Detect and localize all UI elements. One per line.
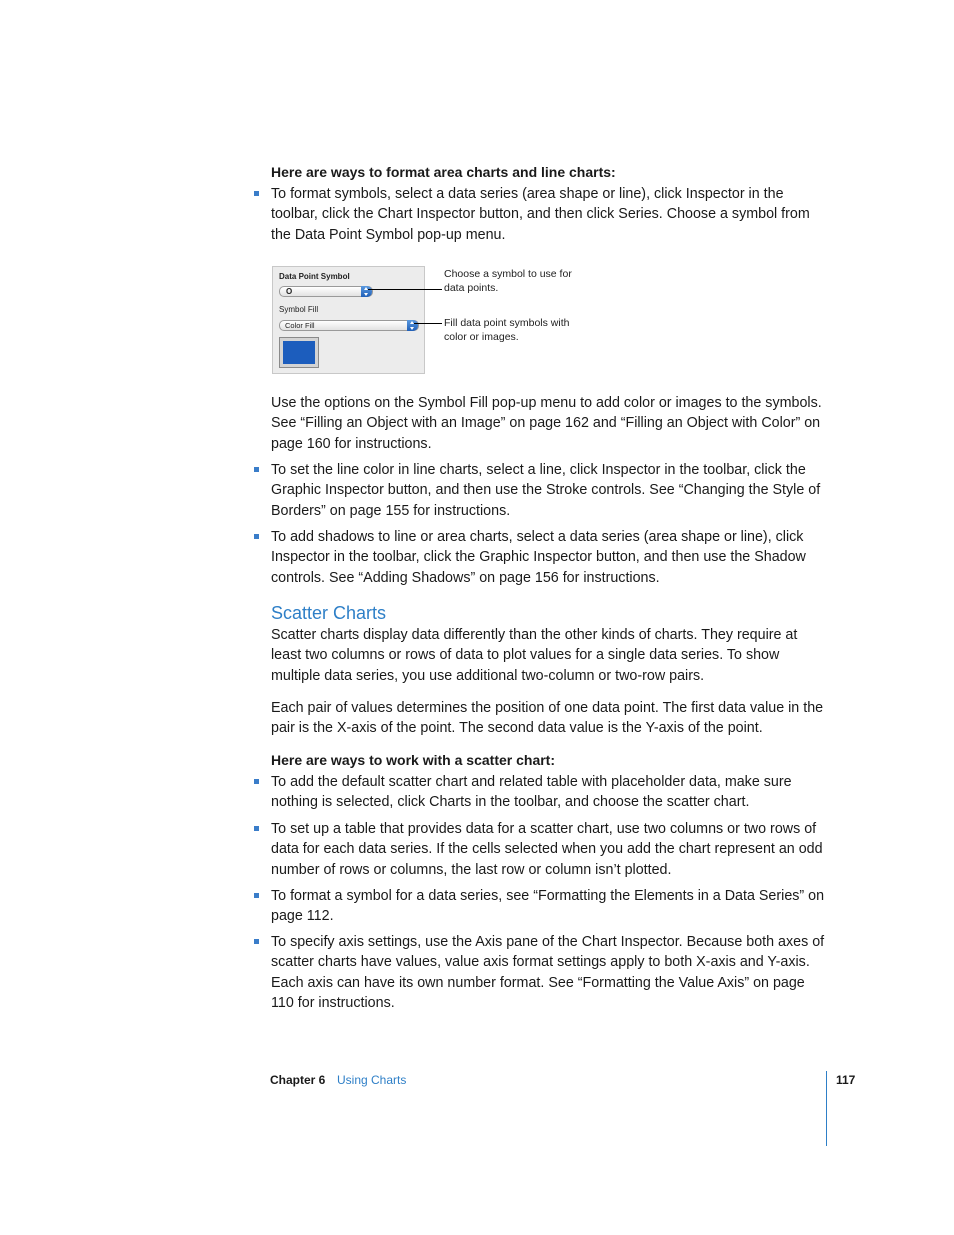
footer-chapter: Chapter 6	[270, 1073, 326, 1087]
callout-line-symbol	[368, 289, 442, 290]
bullet-marker	[254, 467, 259, 472]
fill-value: Color Fill	[285, 321, 315, 330]
bullet-marker	[254, 779, 259, 784]
data-point-symbol-label: Data Point Symbol	[279, 272, 350, 281]
bullet-line-color: To set the line color in line charts, select a line, click Inspector in the toolbar, click the Graphic Inspector button, and then use the Stroke controls. See “Changing the Style of Borders” on page 155 for instructions.	[271, 462, 821, 519]
bullet-format-symbols: To format symbols, select a data series (area shape or line), click Inspector in the toolbar, click the Chart Inspector button, and then click Series. Choose a symbol from the Data Point Symbol pop-up menu.	[271, 186, 810, 243]
color-swatch	[283, 341, 315, 364]
data-point-symbol-panel	[272, 266, 425, 374]
data-point-symbol-popup[interactable]	[279, 286, 373, 297]
popup-arrows-icon	[407, 320, 418, 331]
callout-fill: Fill data point symbols with color or images.	[444, 317, 570, 343]
color-well[interactable]	[279, 337, 319, 368]
bullet-axis-settings: To specify axis settings, use the Axis pane of the Chart Inspector. Because both axes of scatter charts have values, value axis format settings apply to both X-axis and Y-axis. Each axis can have its own number format. See “Formatting the Value Axis” on page 110 for instructions.	[271, 934, 825, 1012]
page-number: 117	[836, 1073, 856, 1087]
bullet-default-scatter: To add the default scatter chart and related table with placeholder data, make sure nothing is selected, click Charts in the toolbar, and choose the scatter chart.	[271, 774, 792, 811]
bullet-marker	[254, 893, 259, 898]
popup-arrows-icon	[361, 286, 372, 297]
paragraph-scatter-intro: Scatter charts display data differently than the other kinds of charts. They require at least two columns or rows of data to plot values for a single data series. To show multiple data series, you use additional two-column or two-row pairs.	[271, 627, 798, 684]
bullet-marker	[254, 191, 259, 196]
callout-line-fill	[414, 323, 442, 324]
bullet-format-symbol: To format a symbol for a data series, see “Formatting the Elements in a Data Series” on page 112.	[271, 888, 825, 925]
lead-scatter-chart: Here are ways to work with a scatter chart:	[271, 752, 555, 768]
section-heading-scatter-charts: Scatter Charts	[271, 603, 387, 623]
bullet-marker	[254, 826, 259, 831]
bullet-shadows: To add shadows to line or area charts, select a data series (area shape or line), click Inspector in the toolbar, click the Graphic Inspector button, and then use the Shadow controls. See “Adding Shadows” on page 156 for instructions.	[271, 529, 806, 586]
symbol-fill-popup[interactable]	[279, 320, 419, 331]
bullet-marker	[254, 939, 259, 944]
bullet-marker	[254, 534, 259, 539]
lead-area-line-charts: Here are ways to format area charts and line charts:	[271, 164, 616, 180]
footer-chapter-title: Using Charts	[337, 1073, 407, 1087]
callout-symbol: Choose a symbol to use for data points.	[444, 268, 572, 294]
paragraph-value-pairs: Each pair of values determines the position of one data point. The first data value in the pair is the X-axis of the point. The second data value is the Y-axis of the point.	[271, 700, 824, 737]
bullet-table-setup: To set up a table that provides data for a scatter chart, use two columns or two rows of data for each data series. If the cells selected when you add the chart represent an odd number of rows or columns, the last row or column isn’t plotted.	[271, 821, 823, 878]
symbol-value: O	[286, 287, 293, 296]
paragraph-symbol-fill: Use the options on the Symbol Fill pop-up menu to add color or images to the symbols. See “Filling an Object with an Image” on page 162 and “Filling an Object with Color” on page 160 for instructions.	[271, 395, 822, 452]
footer-divider	[826, 1071, 827, 1146]
symbol-fill-label: Symbol Fill	[279, 305, 319, 314]
